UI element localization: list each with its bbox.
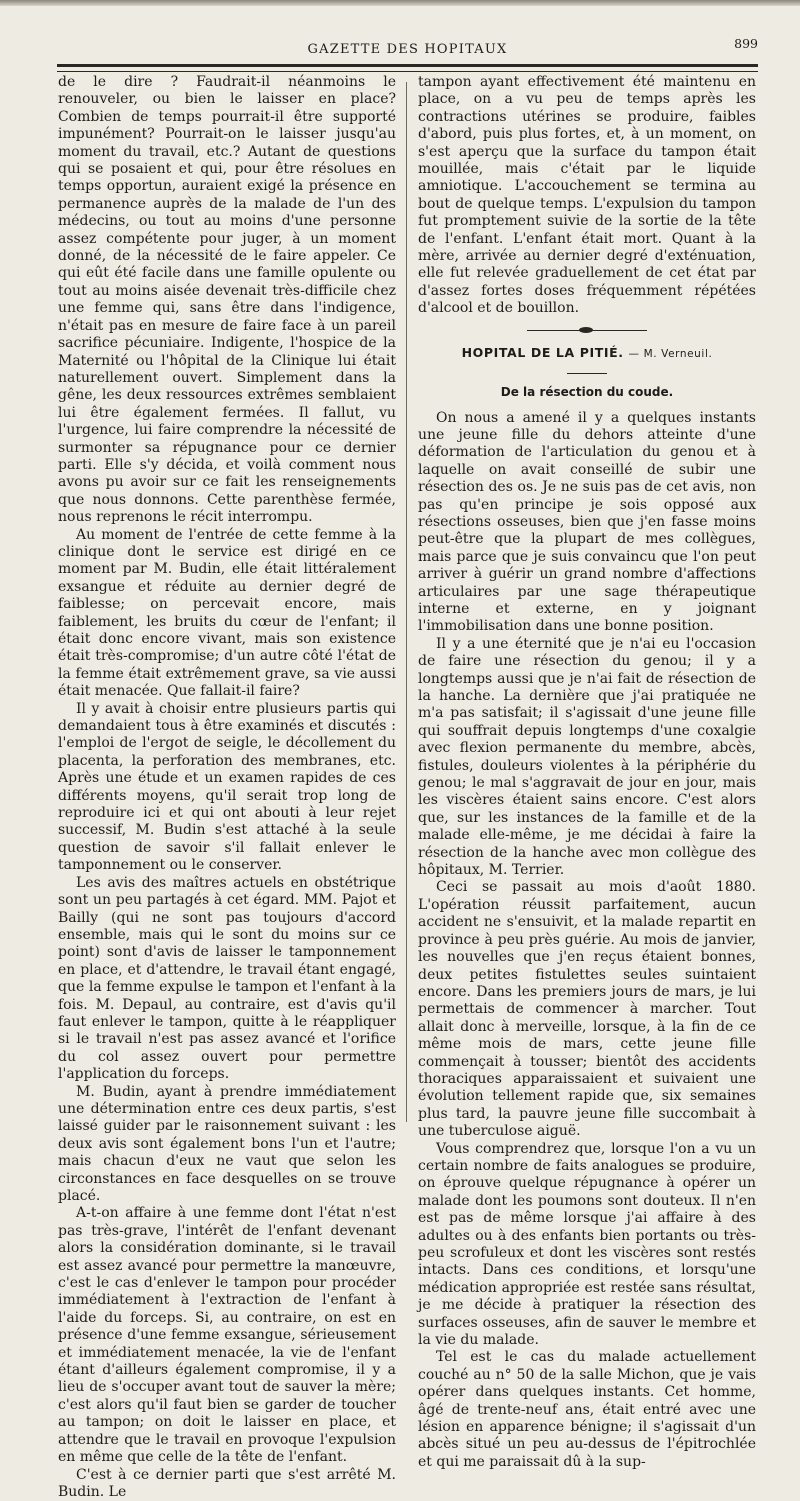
paragraph: Il y avait à choisir entre plusieurs partis qui demandaient tous à être examinés et discutés : l'emploi de l'ergot de seigle, le décollement du placenta, la perforation des membranes, etc. Après une étude et un examen rapides de ces différents moyens, qu'il serait trop long de reproduire ici et qui ont abouti à leur rejet successif, M. Budin s'est attaché à la seule question de savoir s'il fallait enlever le tamponnement ou le conserver.	[58, 701, 396, 875]
paragraph: Vous comprendrez que, lorsque l'on a vu un certain nombre de faits analogues se produire, on éprouve quelque répugnance à opérer un malade dont les poumons sont douteux. Il n'en est pas de même lorsque j'ai affaire à des adultes ou à des enfants bien portants ou très-peu scrofuleux et dont les viscères sont restés intacts. Dans ces conditions, et lorsqu'une médication appropriée est restée sans résultat, je me décide à pratiquer la résection des surfaces osseuses, afin de sauver le membre et la vie du malade.	[418, 1141, 756, 1350]
paragraph: Au moment de l'entrée de cette femme à la clinique dont le service est dirigé en ce moment par M. Budin, elle était littéralement exsangue et réduite au dernier degré de faiblesse; on percevait encore, mais faiblement, les bruits du cœur de l'enfant; il était donc encore vivant, mais son existence était très-compromise; d'un autre côté l'état de la femme était extrêmement grave, sa vie aussi était menacée. Que fallait-il faire?	[58, 527, 396, 701]
header-rule-thin	[57, 71, 758, 72]
hospital-name: HOPITAL DE LA PITIÉ.	[462, 345, 624, 360]
running-title: GAZETTE DES HOPITAUX	[57, 42, 758, 57]
paragraph: On nous a amené il y a quelques instants une jeune fille du dehors atteinte d'une déformation de l'articulation du genou et à laquelle on avait conseillé de subir une résection des os. Je ne suis pas de cet avis, non pas qu'en principe je sois opposé aux résections osseuses, bien que j'en fasse moins peut-être que la plupart de mes collègues, mais parce que je suis convaincu que l'on peut arriver à guérir un grand nombre d'affections articulaires par une sage thérapeutique interne et externe, en y joignant l'immobilisation dans une bonne position.	[418, 410, 756, 636]
short-rule	[567, 373, 607, 374]
paragraph: Ceci se passait au mois d'août 1880. L'opération réussit parfaitement, aucun accident ne s'ensuivit, et la malade repartit en province à peu près guérie. Au mois de janvier, les nouvelles que j'en reçus étaient bonnes, deux petites fistulettes seules suintaient encore. Dans les premiers jours de mars, je lui permettais de commencer à marcher. Tout allait donc à merveille, lorsque, à la fin de ce même mois de mars, cette jeune fille commençait à tousser; bientôt des accidents thoraciques apparaissaient et suivaient une évolution tellement rapide que, six semaines plus tard, la pauvre jeune fille succombait à une tuberculose aiguë.	[418, 879, 756, 1140]
page-number: 899	[734, 36, 758, 51]
column-divider	[406, 82, 407, 1122]
paragraph: A-t-on affaire à une femme dont l'état n'est pas très-grave, l'intérêt de l'enfant devenant alors la considération dominante, si le travail est assez avancé pour permettre la manœuvre, c'est le cas d'enlever le tampon pour procéder immédiatement à l'extraction de l'enfant à l'aide du forceps. Si, au contraire, on est en présence d'une femme exsangue, sérieusement et immédiatement menacée, la vie de l'enfant étant d'ailleurs également compromise, il y a lieu de s'occuper avant tout de sauver la mère; c'est alors qu'il faut bien se garder de toucher au tampon; on doit le laisser en place, et attendre que le travail en provoque l'expulsion en même que celle de la tête de l'enfant.	[58, 1205, 396, 1466]
section-divider-ornament	[527, 326, 647, 334]
right-column	[418, 74, 756, 1471]
paragraph: C'est à ce dernier parti que s'est arrêté M. Budin. Le	[58, 1467, 396, 1501]
hospital-heading	[418, 344, 756, 363]
paragraph: de le dire ? Faudrait-il néanmoins le renouveler, ou bien le laisser en place? Combien de temps pourrait-il être supporté impunément? Pourrait-on le laisser jusqu'au moment du travail, etc.? Autant de questions qui se posaient et qui, pour être résolues en temps opportun, auraient exigé la présence en permanence auprès de la malade de l'un des médecins, ou tout au moins d'une personne assez compétente pour juger, à un moment donné, de la nécessité de le faire appeler. Ce qui eût été facile dans une famille opulente ou tout au moins aisée devenait très-difficile chez une femme qui, sans être dans l'indigence, n'était pas en mesure de faire face à un pareil sacrifice pécuniaire. Indigente, l'hospice de la Maternité ou l'hôpital de la Clinique lui était naturellement ouvert. Simplement dans la gêne, les deux ressources extrêmes semblaient lui être également fermées. Il fallut, vu l'urgence, lui faire comprendre la nécessité de surmonter sa répugnance pour ce dernier parti. Elle s'y décida, et voilà comment nous avons pu avoir sur ce fait les renseignements que nous donnons. Cette parenthèse fermée, nous reprenons le récit interrompu.	[58, 74, 396, 527]
paragraph: Tel est le cas du malade actuellement couché au n° 50 de la salle Michon, que je vais opérer dans quelques instants. Cet homme, âgé de trente-neuf ans, était entré avec une lésion en apparence bénigne; il s'agissait d'un abcès situé un peu au-dessus de l'épitrochlée et qui me paraissait dû à la sup-	[418, 1349, 756, 1471]
paragraph: M. Budin, ayant à prendre immédiatement une détermination entre ces deux partis, s'est laissé guider par le raisonnement suivant : les deux avis sont également bons l'un et l'autre; mais chacun d'eux ne vaut que selon les circonstances en face desquelles on se trouve placé.	[58, 1084, 396, 1206]
surgeon-name: — M. Verneuil.	[629, 348, 713, 360]
page-top-edge	[0, 0, 800, 6]
left-column	[58, 74, 396, 1501]
header-rule-thick	[57, 64, 758, 67]
running-header	[57, 40, 758, 60]
article-subheading: De la résection du coude.	[418, 384, 756, 401]
paragraph: Il y a une éternité que je n'ai eu l'occasion de faire une résection du genou; il y a longtemps aussi que je n'ai fait de résection de la hanche. La dernière que j'ai pratiquée ne m'a pas satisfait; il s'agissait d'une jeune fille qui souffrait depuis longtemps d'une coxalgie avec flexion permanente du membre, abcès, fistules, douleurs violentes à la périphérie du genou; le mal s'aggravait de jour en jour, mais les viscères étaient sains encore. C'est alors que, sur les instances de la famille et de la malade elle-même, je me décidai à faire la résection de la hanche avec mon collègue des hôpitaux, M. Terrier.	[418, 636, 756, 880]
paragraph: Les avis des maîtres actuels en obstétrique sont un peu partagés à cet égard. MM. Pajot et Bailly (qui ne sont pas toujours d'accord ensemble, mais qui le sont du moins sur ce point) sont d'avis de laisser le tamponnement en place, et d'attendre, le travail étant engagé, que la femme expulse le tampon et l'enfant à la fois. M. Depaul, au contraire, est d'avis qu'il faut enlever le tampon, quitte à le réappliquer si le travail n'est pas assez avancé et l'orifice du col assez ouvert pour permettre l'application du forceps.	[58, 875, 396, 1084]
paragraph: tampon ayant effectivement été maintenu en place, on a vu peu de temps après les contractions utérines se produire, faibles d'abord, puis plus fortes, et, à un moment, on s'est aperçu que la surface du tampon était mouillée, mais c'était par le liquide amniotique. L'accouchement se termina au bout de quelque temps. L'expulsion du tampon fut promptement suivie de la sortie de la tête de l'enfant. L'enfant était mort. Quant à la mère, arrivée au dernier degré d'exténuation, elle fut relevée graduellement de cet état par d'assez fortes doses fréquemment répétées d'alcool et de bouillon.	[418, 74, 756, 318]
